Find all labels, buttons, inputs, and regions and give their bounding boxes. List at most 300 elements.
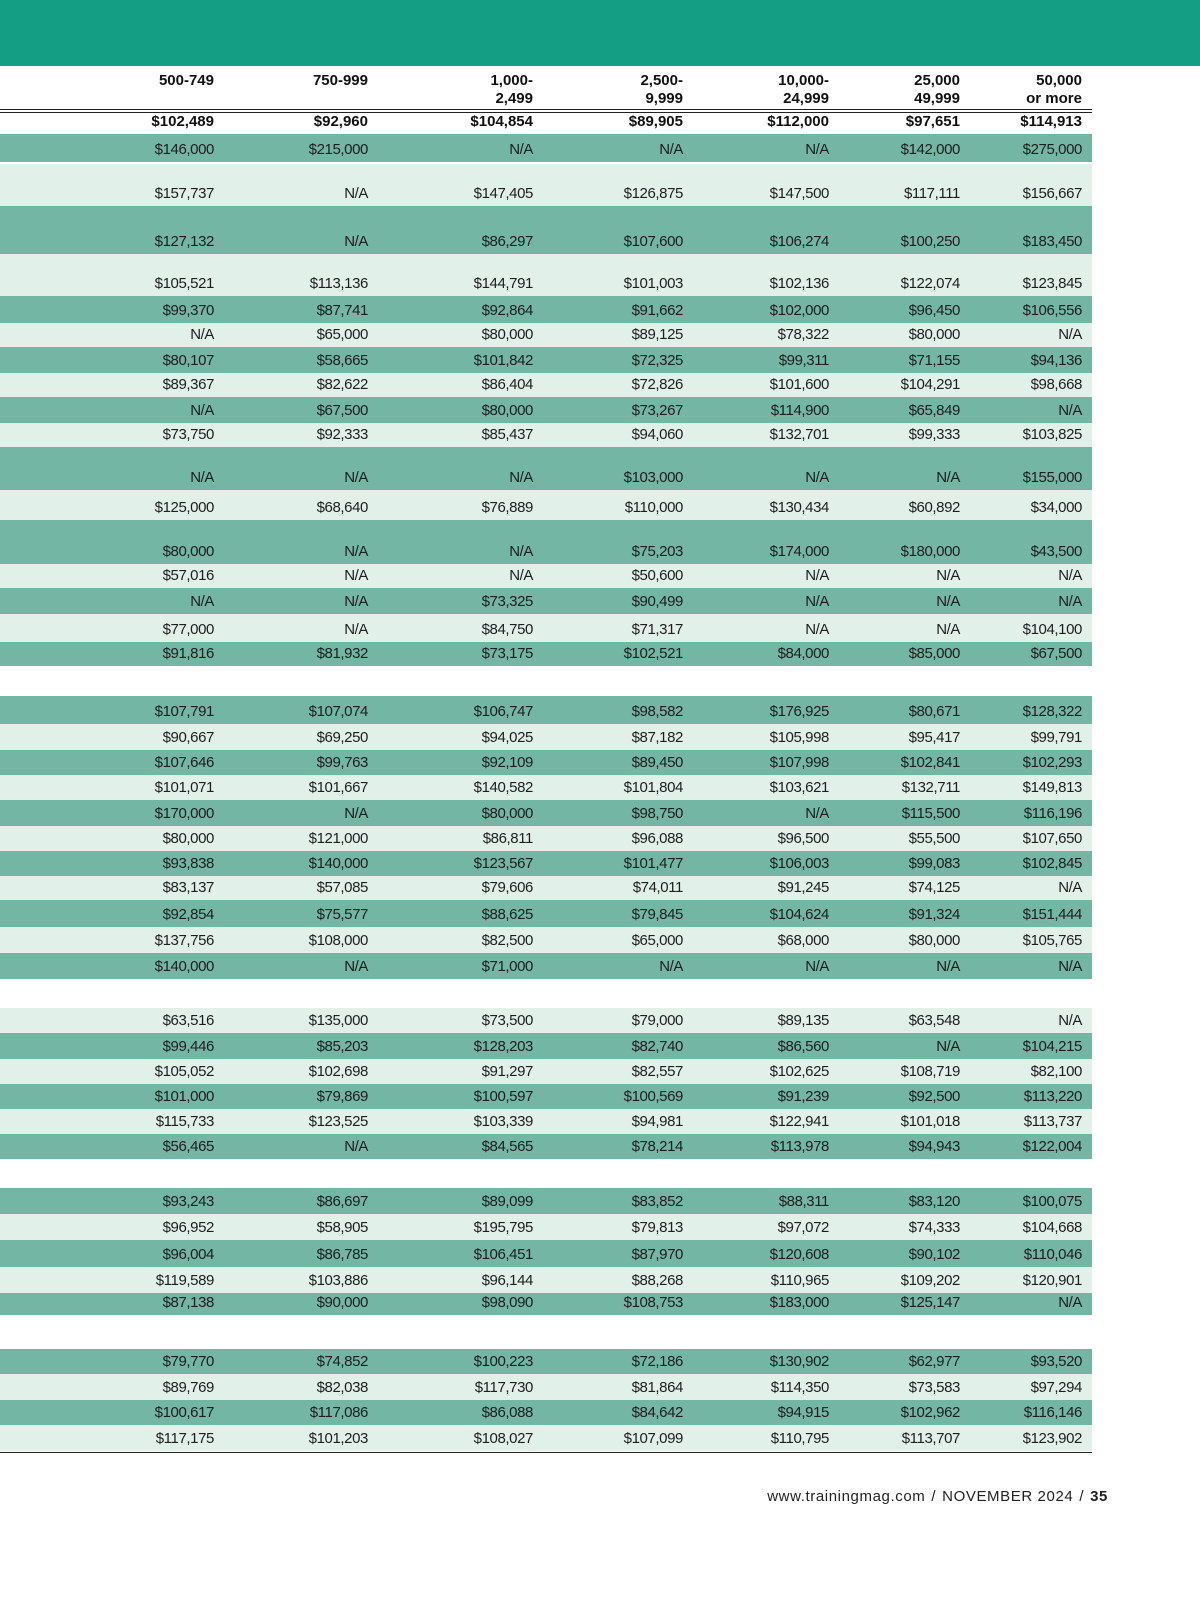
table-cell: $94,943 (908, 1138, 960, 1155)
table-cell: $89,367 (162, 376, 214, 393)
table-cell: N/A (936, 958, 960, 975)
table-row (0, 1214, 1092, 1240)
table-cell: $102,625 (769, 1063, 829, 1080)
table-cell: $102,136 (769, 275, 829, 292)
table-cell: $99,311 (778, 352, 829, 369)
table-cell: $98,668 (1030, 376, 1082, 393)
table-cell: N/A (805, 567, 829, 584)
table-cell: N/A (1058, 402, 1082, 419)
table-cell: $92,854 (162, 906, 214, 923)
table-row (0, 588, 1092, 614)
table-cell: $108,027 (473, 1430, 533, 1447)
table-cell: N/A (936, 621, 960, 638)
table-row (0, 1188, 1092, 1214)
table-cell: $140,000 (308, 855, 368, 872)
table-cell: $149,813 (1022, 779, 1082, 796)
column-header (689, 72, 829, 108)
table-cell: $80,107 (162, 352, 214, 369)
column-header (820, 72, 960, 108)
table-cell: $92,500 (908, 1088, 960, 1105)
footer-separator: / (1079, 1488, 1085, 1505)
table-row (0, 564, 1092, 588)
table-cell: $123,525 (308, 1113, 368, 1130)
column-header-line2: or more (1026, 90, 1082, 107)
table-cell: $79,770 (162, 1353, 214, 1370)
table-cell: $114,900 (770, 402, 829, 419)
table-cell: $93,838 (162, 855, 214, 872)
column-header-line2: 24,999 (783, 90, 829, 107)
table-row (0, 1084, 1092, 1109)
table-cell: $130,434 (769, 499, 829, 516)
table-cell: $69,250 (316, 729, 368, 746)
table-cell: $91,324 (908, 906, 960, 923)
table-cell: $89,099 (481, 1193, 533, 1210)
table-cell: $101,477 (623, 855, 683, 872)
table-row (0, 1033, 1092, 1059)
table-cell: $130,902 (769, 1353, 829, 1370)
table-cell: $80,671 (908, 703, 960, 720)
table-cell: $103,621 (769, 779, 829, 796)
table-row (0, 1109, 1092, 1134)
table-cell: N/A (344, 185, 368, 202)
table-cell: $105,765 (1022, 932, 1082, 949)
column-header-line1: 25,000 (914, 72, 960, 89)
table-row (0, 1425, 1092, 1451)
table-cell: $142,000 (900, 141, 960, 158)
table-cell: $146,000 (154, 141, 214, 158)
table-cell: $147,500 (769, 185, 829, 202)
table-cell: $81,932 (316, 645, 368, 662)
table-cell: N/A (190, 326, 214, 343)
table-cell: $112,000 (767, 113, 829, 130)
table-cell: $98,090 (481, 1294, 533, 1311)
table-cell: $122,941 (769, 1113, 829, 1130)
table-cell: $101,667 (308, 779, 368, 796)
table-cell: $50,600 (631, 567, 683, 584)
table-cell: $91,239 (777, 1088, 829, 1105)
table-cell: $57,085 (316, 879, 368, 896)
table-cell: $86,560 (777, 1038, 829, 1055)
table-cell: $97,072 (777, 1219, 829, 1236)
table-cell: $80,000 (908, 932, 960, 949)
column-header-line2: 500-749 (158, 72, 214, 89)
column-header-line1: 50,000 (1036, 72, 1082, 89)
table-cell: $86,404 (481, 376, 533, 393)
table-cell: $122,004 (1022, 1138, 1082, 1155)
table-row (0, 800, 1092, 826)
table-cell: $100,617 (154, 1404, 214, 1421)
column-header (543, 72, 683, 108)
table-cell: $63,516 (162, 1012, 214, 1029)
table-cell: $103,000 (623, 469, 683, 486)
top-color-band (0, 0, 1200, 66)
table-cell: N/A (509, 141, 533, 158)
table-cell: N/A (936, 1038, 960, 1055)
table-cell: $132,711 (901, 779, 960, 796)
footer-issue: NOVEMBER 2024 (942, 1488, 1074, 1505)
table-cell: $120,608 (769, 1246, 829, 1263)
table-cell: $82,740 (631, 1038, 683, 1055)
table-cell: $80,000 (908, 326, 960, 343)
table-cell: $110,795 (770, 1430, 829, 1447)
table-row (0, 900, 1092, 927)
table-cell: $87,138 (162, 1294, 214, 1311)
table-cell: $87,182 (631, 729, 683, 746)
table-cell: $116,146 (1023, 1404, 1082, 1421)
table-cell: $174,000 (769, 543, 829, 560)
table-cell: $103,886 (308, 1272, 368, 1289)
table-cell: $107,646 (154, 754, 214, 771)
table-cell: $80,000 (481, 402, 533, 419)
table-cell: $93,243 (162, 1193, 214, 1210)
table-cell: $90,499 (631, 593, 683, 610)
table-cell: N/A (936, 469, 960, 486)
table-cell: $89,769 (162, 1379, 214, 1396)
table-cell: $115,733 (155, 1113, 214, 1130)
table-cell: $100,597 (473, 1088, 533, 1105)
column-header-line1: 1,000- (490, 72, 533, 89)
table-cell: $99,791 (1030, 729, 1082, 746)
table-cell: $89,125 (631, 326, 683, 343)
table-cell: $72,325 (631, 352, 683, 369)
table-cell: $144,791 (473, 275, 533, 292)
column-header-line2: 49,999 (914, 90, 960, 107)
table-cell: $107,791 (154, 703, 214, 720)
table-cell: $82,557 (631, 1063, 683, 1080)
table-cell: $102,841 (900, 754, 960, 771)
table-cell: $81,864 (631, 1379, 683, 1396)
table-cell: $56,465 (162, 1138, 214, 1155)
table-cell: $117,111 (903, 185, 960, 202)
table-cell: $140,582 (473, 779, 533, 796)
table-cell: N/A (344, 621, 368, 638)
footer-site: www.trainingmag.com (767, 1488, 926, 1505)
table-row (0, 490, 1092, 520)
table-cell: $125,000 (154, 499, 214, 516)
table-cell: $102,845 (1022, 855, 1082, 872)
table-cell: $137,756 (154, 932, 214, 949)
table-cell: $110,046 (1023, 1246, 1082, 1263)
table-cell: $176,925 (769, 703, 829, 720)
table-cell: $76,889 (481, 499, 533, 516)
table-cell: $106,747 (473, 703, 533, 720)
table-cell: $147,405 (473, 185, 533, 202)
table-cell: $180,000 (900, 543, 960, 560)
table-cell: $107,074 (308, 703, 368, 720)
table-cell: N/A (659, 958, 683, 975)
table-cell: $101,804 (623, 779, 683, 796)
table-cell: $95,417 (908, 729, 960, 746)
table-cell: N/A (936, 593, 960, 610)
table-cell: $72,186 (631, 1353, 683, 1370)
table-row (0, 1349, 1092, 1374)
table-cell: $88,625 (481, 906, 533, 923)
table-cell: $73,325 (481, 593, 533, 610)
table-cell: $90,102 (908, 1246, 960, 1263)
table-cell: $71,317 (631, 621, 683, 638)
column-header (228, 72, 368, 90)
table-cell: N/A (1058, 879, 1082, 896)
table-row (0, 347, 1092, 373)
table-row (0, 1400, 1092, 1425)
table-cell: $125,147 (900, 1294, 960, 1311)
column-header (393, 72, 533, 108)
table-cell: $84,642 (631, 1404, 683, 1421)
table-cell: $67,500 (1030, 645, 1082, 662)
table-cell: $92,960 (313, 113, 368, 130)
table-cell: N/A (190, 469, 214, 486)
table-cell: $73,175 (481, 645, 533, 662)
table-cell: N/A (344, 567, 368, 584)
page-footer (767, 1488, 1108, 1505)
table-cell: $113,136 (309, 275, 368, 292)
table-cell: $105,052 (154, 1063, 214, 1080)
table-cell: $107,600 (623, 233, 683, 250)
table-cell: $195,795 (473, 1219, 533, 1236)
table-cell: $140,000 (154, 958, 214, 975)
table-cell: $113,220 (1023, 1088, 1082, 1105)
table-cell: $79,000 (631, 1012, 683, 1029)
table-cell: $79,845 (631, 906, 683, 923)
table-cell: $114,350 (770, 1379, 829, 1396)
table-cell: $275,000 (1022, 141, 1082, 158)
table-cell: N/A (659, 141, 683, 158)
page-number: 35 (1090, 1488, 1108, 1505)
table-cell: $82,500 (481, 932, 533, 949)
table-cell: $82,100 (1030, 1063, 1082, 1080)
table-cell: $157,737 (154, 185, 214, 202)
table-cell: $89,450 (631, 754, 683, 771)
table-cell: $87,741 (316, 302, 368, 319)
table-cell: $114,913 (1020, 113, 1082, 130)
footer-separator: / (931, 1488, 937, 1505)
table-cell: N/A (344, 805, 368, 822)
table-cell: $82,038 (316, 1379, 368, 1396)
table-cell: $104,291 (900, 376, 960, 393)
table-cell: $78,214 (631, 1138, 683, 1155)
table-cell: $106,003 (769, 855, 829, 872)
table-cell: $101,003 (623, 275, 683, 292)
table-cell: $99,763 (316, 754, 368, 771)
table-cell: N/A (344, 1138, 368, 1155)
table-row (0, 614, 1092, 642)
table-cell: $106,451 (473, 1246, 533, 1263)
table-cell: $63,548 (908, 1012, 960, 1029)
table-row (0, 1293, 1092, 1315)
table-cell: $84,000 (777, 645, 829, 662)
table-cell: $71,000 (481, 958, 533, 975)
table-cell: $79,813 (631, 1219, 683, 1236)
table-row (0, 254, 1092, 296)
table-cell: $100,223 (473, 1353, 533, 1370)
table-cell: $101,018 (900, 1113, 960, 1130)
table-cell: $110,965 (770, 1272, 829, 1289)
table-cell: $85,203 (316, 1038, 368, 1055)
table-cell: $93,520 (1030, 1353, 1082, 1370)
table-cell: $91,662 (631, 302, 683, 319)
table-cell: $71,155 (908, 352, 960, 369)
table-cell: N/A (936, 567, 960, 584)
table-cell: $73,267 (631, 402, 683, 419)
table-cell: $108,000 (308, 932, 368, 949)
table-row (0, 953, 1092, 979)
table-row (0, 1267, 1092, 1293)
table-cell: N/A (805, 621, 829, 638)
table-cell: N/A (344, 593, 368, 610)
table-cell: $73,583 (908, 1379, 960, 1396)
table-cell: $151,444 (1022, 906, 1082, 923)
table-cell: $120,901 (1022, 1272, 1082, 1289)
table-cell: $104,854 (470, 113, 533, 130)
table-cell: $80,000 (162, 830, 214, 847)
table-cell: $34,000 (1030, 499, 1082, 516)
table-cell: $119,589 (155, 1272, 214, 1289)
table-cell: $96,450 (908, 302, 960, 319)
table-cell: $94,060 (631, 426, 683, 443)
table-row (0, 1374, 1092, 1400)
table-cell: $106,274 (769, 233, 829, 250)
table-cell: $92,864 (481, 302, 533, 319)
table-cell: $98,750 (631, 805, 683, 822)
table-cell: $123,567 (473, 855, 533, 872)
table-cell: $86,088 (481, 1404, 533, 1421)
table-cell: $89,905 (628, 113, 683, 130)
table-cell: $102,698 (308, 1063, 368, 1080)
table-cell: $99,083 (908, 855, 960, 872)
table-cell: $80,000 (481, 326, 533, 343)
table-cell: N/A (805, 593, 829, 610)
column-header-line1: 10,000- (778, 72, 829, 89)
table-row (0, 1059, 1092, 1084)
table-row (0, 397, 1092, 423)
table-row (0, 851, 1092, 876)
table-cell: $92,109 (481, 754, 533, 771)
table-row (0, 696, 1092, 724)
table-cell: $104,100 (1022, 621, 1082, 638)
table-cell: $83,852 (631, 1193, 683, 1210)
table-cell: N/A (1058, 958, 1082, 975)
table-cell: $82,622 (316, 376, 368, 393)
table-cell: $43,500 (1030, 543, 1082, 560)
table-cell: $75,203 (631, 543, 683, 560)
table-cell: N/A (509, 567, 533, 584)
table-cell: $91,297 (481, 1063, 533, 1080)
table-cell: $97,651 (905, 113, 960, 130)
table-bottom-rule (0, 1452, 1092, 1453)
table-row (0, 1008, 1092, 1033)
table-cell: $183,450 (1022, 233, 1082, 250)
table-cell: $68,000 (777, 932, 829, 949)
table-cell: $77,000 (162, 621, 214, 638)
table-cell: $107,099 (623, 1430, 683, 1447)
table-cell: $83,120 (908, 1193, 960, 1210)
table-cell: $117,175 (155, 1430, 214, 1447)
table-cell: N/A (805, 469, 829, 486)
table-cell: N/A (509, 469, 533, 486)
table-cell: $83,137 (162, 879, 214, 896)
table-cell: $106,556 (1022, 302, 1082, 319)
table-cell: $115,500 (901, 805, 960, 822)
table-cell: N/A (805, 958, 829, 975)
table-cell: $90,667 (162, 729, 214, 746)
table-cell: N/A (344, 958, 368, 975)
column-header (942, 72, 1082, 108)
column-header (74, 72, 214, 90)
table-cell: $65,849 (908, 402, 960, 419)
table-cell: $73,500 (481, 1012, 533, 1029)
table-cell: $132,701 (769, 426, 829, 443)
table-row (0, 876, 1092, 900)
table-cell: $74,125 (908, 879, 960, 896)
table-cell: $97,294 (1030, 1379, 1082, 1396)
table-cell: $74,011 (632, 879, 683, 896)
table-row (0, 423, 1092, 447)
table-cell: $84,750 (481, 621, 533, 638)
header-rule (0, 109, 1092, 110)
table-cell: $55,500 (908, 830, 960, 847)
table-cell: $101,000 (154, 1088, 214, 1105)
table-cell: $75,577 (316, 906, 368, 923)
table-cell: $126,875 (623, 185, 683, 202)
table-cell: N/A (805, 141, 829, 158)
table-cell: $113,978 (770, 1138, 829, 1155)
table-cell: $58,665 (316, 352, 368, 369)
table-row (0, 927, 1092, 953)
table-cell: $96,004 (162, 1246, 214, 1263)
column-header-line1: 2,500- (640, 72, 683, 89)
table-cell: $215,000 (308, 141, 368, 158)
table-cell: N/A (509, 543, 533, 560)
table-cell: $155,000 (1022, 469, 1082, 486)
table-cell: $103,825 (1022, 426, 1082, 443)
table-cell: $94,915 (777, 1404, 829, 1421)
table-cell: $92,333 (316, 426, 368, 443)
table-cell: $101,600 (769, 376, 829, 393)
column-header-line2: 2,499 (495, 90, 533, 107)
table-cell: $104,624 (769, 906, 829, 923)
table-cell: $86,811 (482, 830, 533, 847)
table-cell: $67,500 (316, 402, 368, 419)
table-cell: N/A (344, 233, 368, 250)
table-cell: $86,785 (316, 1246, 368, 1263)
table-cell: $98,582 (631, 703, 683, 720)
table-cell: $100,569 (623, 1088, 683, 1105)
table-cell: $121,000 (308, 830, 368, 847)
table-cell: $96,144 (481, 1272, 533, 1289)
table-cell: $122,074 (900, 275, 960, 292)
table-cell: $86,697 (316, 1193, 368, 1210)
table-cell: $99,446 (162, 1038, 214, 1055)
table-cell: $94,136 (1030, 352, 1082, 369)
table-cell: $135,000 (308, 1012, 368, 1029)
table-cell: $88,311 (778, 1193, 829, 1210)
table-row (0, 724, 1092, 750)
table-row (0, 642, 1092, 666)
table-row (0, 447, 1092, 490)
table-cell: $108,719 (900, 1063, 960, 1080)
table-row (0, 373, 1092, 397)
table-cell: $96,500 (777, 830, 829, 847)
table-cell: $88,268 (631, 1272, 683, 1289)
table-row (0, 206, 1092, 254)
table-cell: $110,000 (624, 499, 683, 516)
table-cell: $99,333 (908, 426, 960, 443)
table-cell: $90,000 (316, 1294, 368, 1311)
table-cell: $102,293 (1022, 754, 1082, 771)
table-cell: $74,852 (316, 1353, 368, 1370)
table-cell: N/A (190, 402, 214, 419)
table-cell: $72,826 (631, 376, 683, 393)
